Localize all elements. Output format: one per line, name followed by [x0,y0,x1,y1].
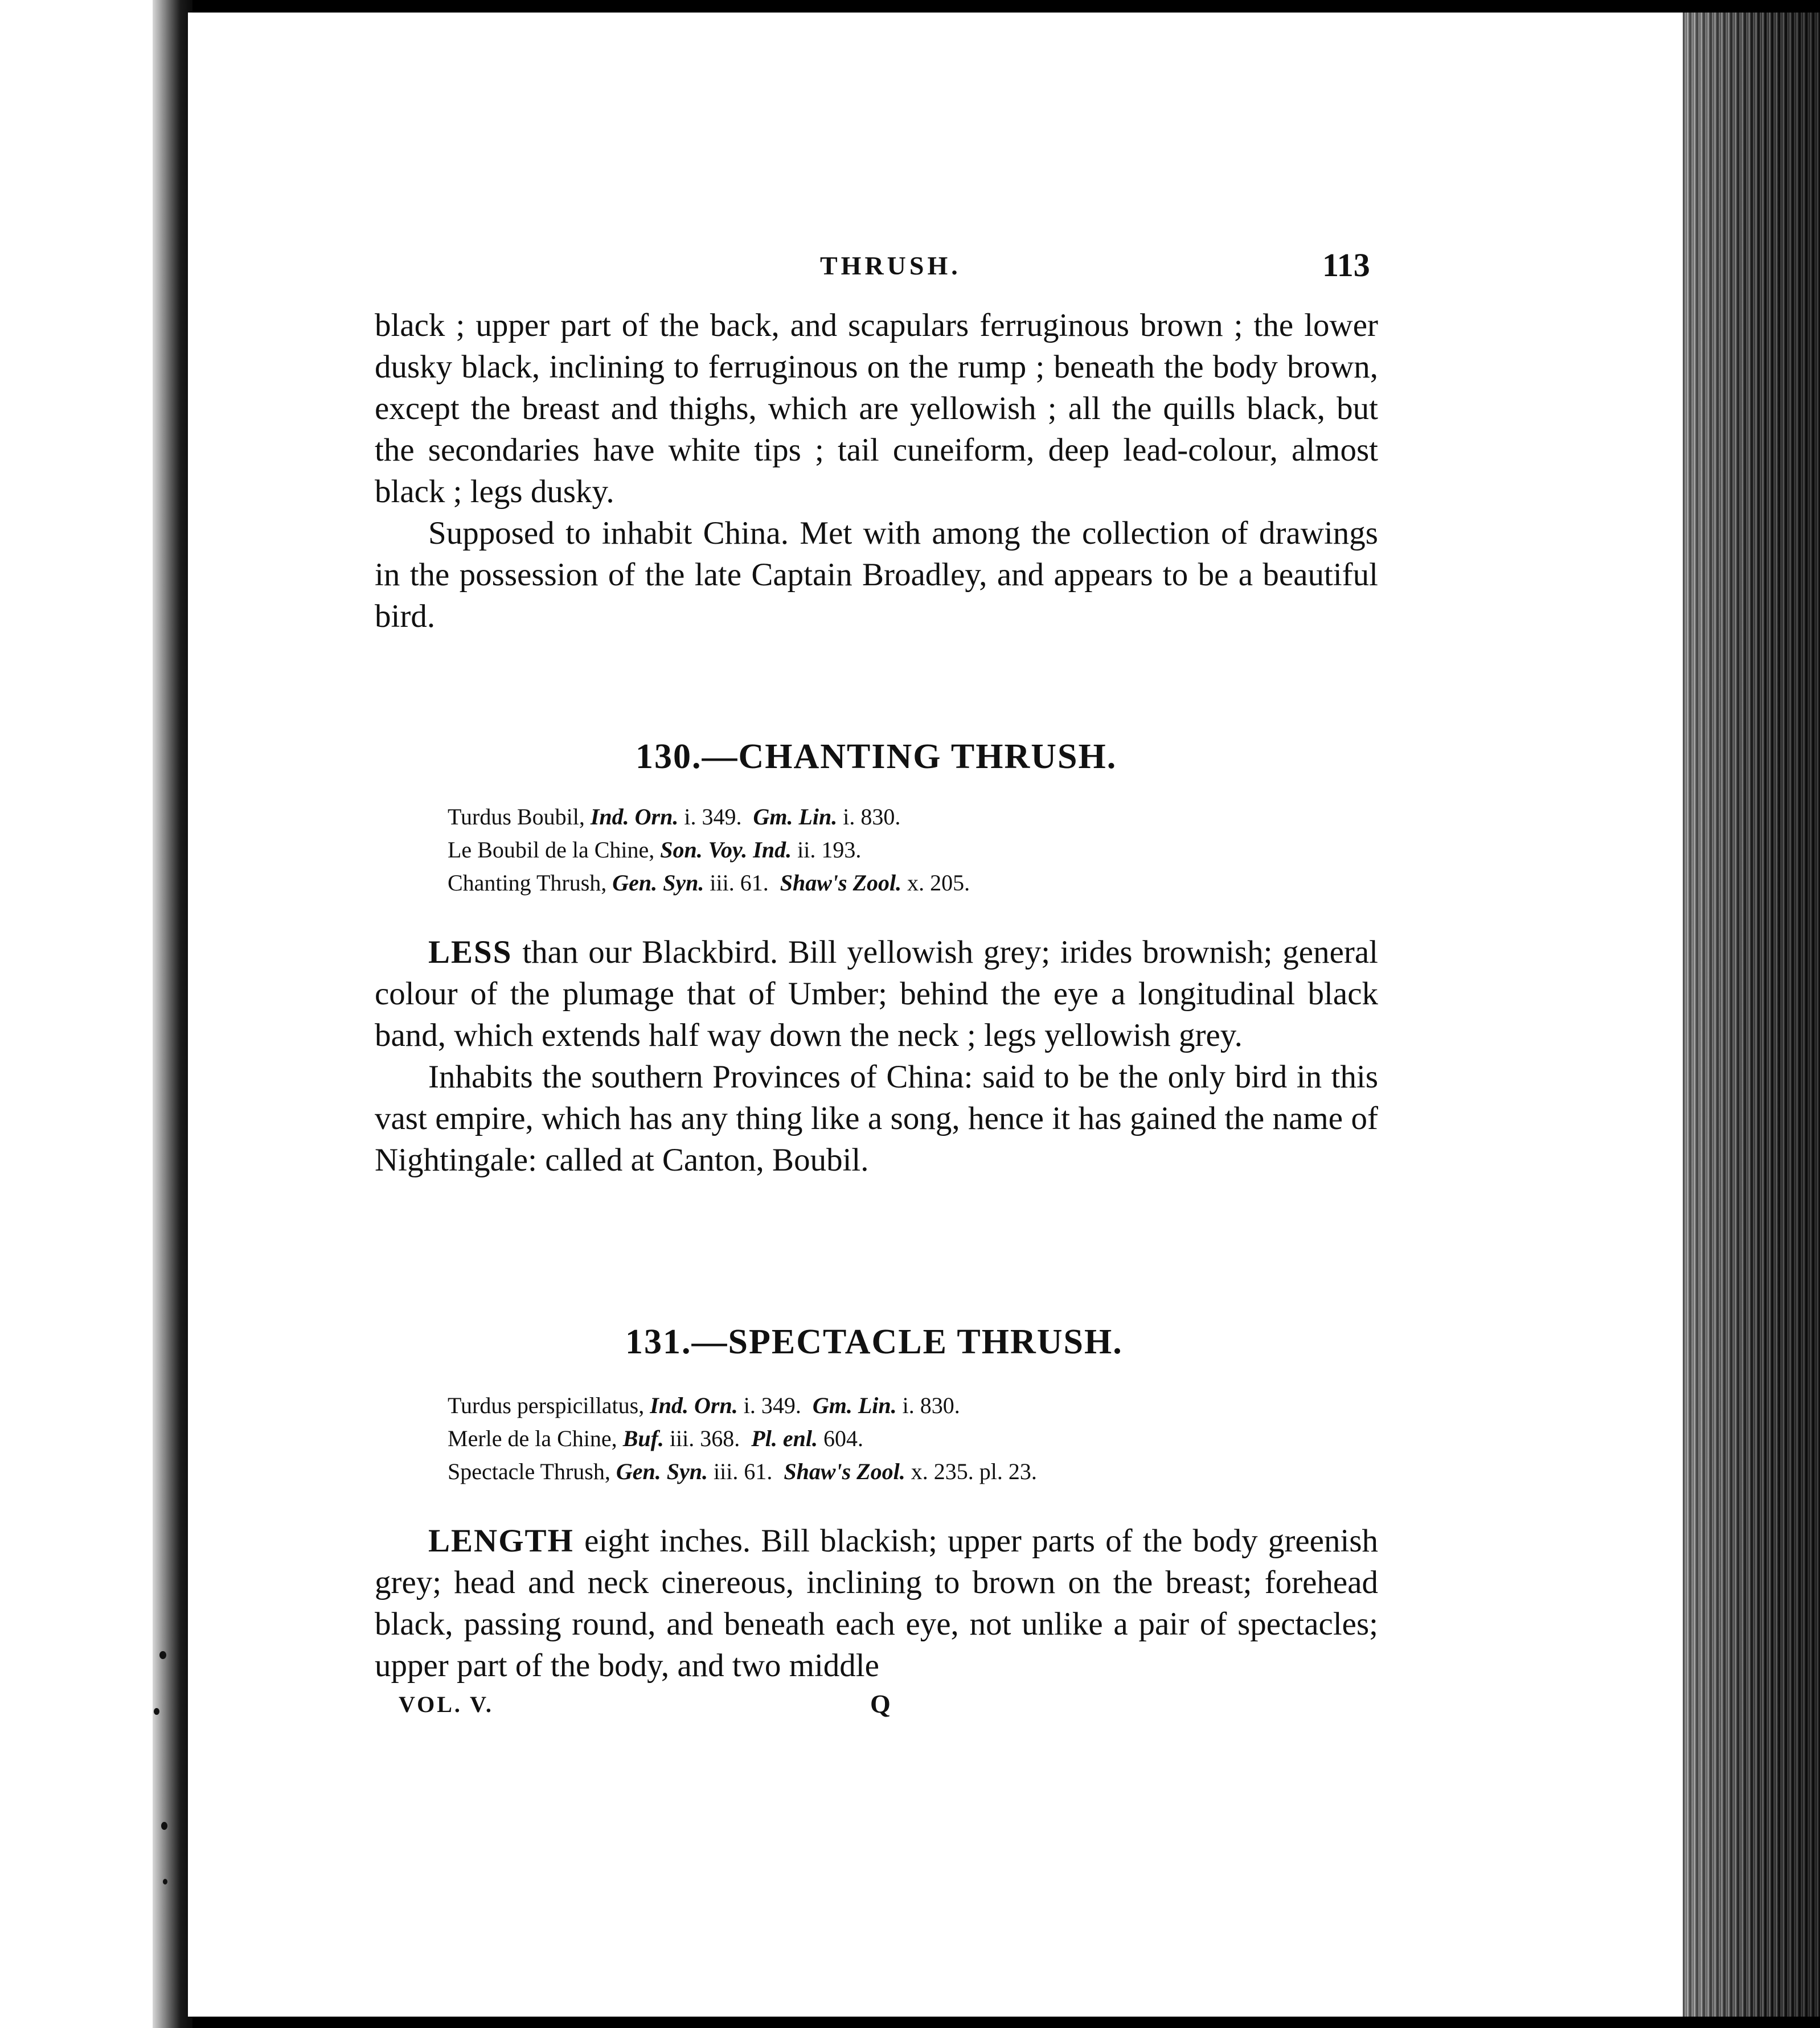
synonym-locator: i. 349. [684,804,742,830]
lead-word: LENGTH [428,1523,574,1559]
synonym-reference: Gm. Lin. [812,1393,897,1418]
synonym-reference: Ind. Orn. [650,1393,738,1418]
ink-speck [163,1879,167,1885]
page-number: 113 [1322,247,1370,284]
synonym-line [448,1455,1037,1488]
synonymy-list [448,1389,1037,1488]
synonym-reference: Shaw's Zool. [784,1459,905,1484]
synonym-locator: i. 830. [902,1393,960,1418]
volume-label: VOL. V. [399,1692,494,1717]
synonym-line [448,1389,1037,1422]
synonym-line [448,1422,1037,1455]
description: eight inches. Bill blackish; upper parts of the body greenish grey; head and neck cinereous, inclining to brown on the breast; forehead black, passing round, and beneath each eye, not unlike a pair of spectacles; upper part of the body, and two middle [375,1523,1378,1684]
section-title: 130.—CHANTING THRUSH. [636,737,1117,776]
synonym-locator: iii. 61. [710,870,769,896]
book-gutter [153,0,192,2028]
ink-speck [161,1822,167,1830]
synonym-reference: Ind. Orn. [590,804,679,830]
paragraph: Supposed to inhabit China. Met with among the collection of drawings in the possession of the late Captain Broadley, and appears to be a beautiful bird. [375,515,1378,634]
running-head: THRUSH. [820,251,961,280]
synonym-reference: Pl. enl. [751,1426,818,1451]
ink-speck [159,1651,166,1659]
synonym-name: Turdus Boubil, [448,804,585,830]
synonym-locator: i. 349. [743,1393,801,1418]
synonym-name: Spectacle Thrush, [448,1459,610,1484]
synonym-line [448,800,970,834]
facing-page-edge [0,0,171,2028]
synonym-name: Turdus perspicillatus, [448,1393,645,1418]
intro-text [375,305,1378,637]
synonym-locator: x. 205. [907,870,970,896]
ink-speck [154,1708,159,1715]
page-edges-shade [1683,13,1820,2017]
synonym-reference: Shaw's Zool. [780,870,902,896]
description-text [375,931,1378,1181]
synonym-reference: Gen. Syn. [612,870,704,896]
synonymy-list [448,800,970,900]
synonym-locator: iii. 61. [713,1459,773,1484]
synonym-line [448,834,970,867]
description-text [375,1520,1378,1686]
lead-word: LESS [428,934,513,970]
synonym-locator: i. 830. [843,804,901,830]
paragraph [375,931,1378,1056]
description: than our Blackbird. Bill yellowish grey; irides brownish; general colour of the plumage that of Umber; behind the eye a longitudinal black band, which extends half way down the neck ; legs yellowish grey. [375,934,1378,1053]
paragraph [375,1520,1378,1686]
synonym-reference: Gm. Lin. [753,804,838,830]
synonym-locator: ii. 193. [797,837,862,863]
section-title: 131.—SPECTACLE THRUSH. [625,1323,1123,1361]
signature-mark: Q [870,1689,891,1718]
synonym-locator: 604. [823,1426,863,1451]
paragraph: black ; upper part of the back, and scapulars ferruginous brown ; the lower dusky black, inclining to ferruginous on the rump ; beneath the body brown, except the breast and thighs, which are yellowish ; all the quills black, but the secondaries have white tips ; tail cuneiform, deep lead-colour, almost black ; legs dusky. [375,307,1378,510]
synonym-name: Le Boubil de la Chine, [448,837,655,863]
synonym-locator: iii. 368. [669,1426,740,1451]
synonym-reference: Gen. Syn. [616,1459,708,1484]
synonym-name: Merle de la Chine, [448,1426,617,1451]
synonym-reference: Buf. [622,1426,664,1451]
synonym-reference: Son. Voy. Ind. [660,837,792,863]
synonym-name: Chanting Thrush, [448,870,607,896]
paragraph: Inhabits the southern Provinces of China: said to be the only bird in this vast empire, which has any thing like a song, hence it has gained the name of Nightingale: called at Canton, Boubil. [375,1059,1378,1178]
synonym-locator: x. 235. pl. 23. [911,1459,1037,1484]
synonym-line [448,867,970,900]
